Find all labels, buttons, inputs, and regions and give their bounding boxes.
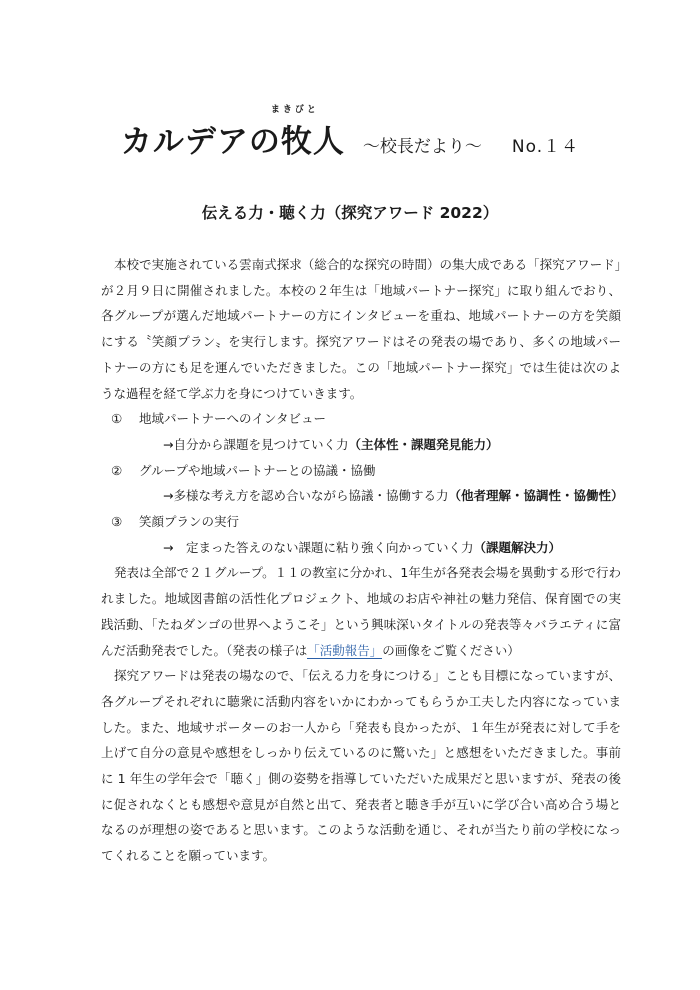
step-label: 地域パートナーへのインタビュー bbox=[139, 411, 327, 427]
ability-text: （課題解決力） bbox=[473, 539, 561, 555]
step-number: ② bbox=[111, 462, 123, 478]
note-after: の画像をご覧ください） bbox=[382, 642, 520, 658]
step-label: 笑顔プランの実行 bbox=[139, 514, 240, 530]
title-text: カルデアの牧人 bbox=[120, 124, 345, 160]
process-step-2 bbox=[101, 458, 621, 484]
process-result-1 bbox=[101, 432, 621, 458]
issue-number: No.１４ bbox=[511, 137, 580, 157]
process-step-3 bbox=[101, 509, 621, 535]
newsletter-header bbox=[0, 105, 700, 161]
note-before: （発表の様子は bbox=[226, 642, 308, 658]
activity-report-link[interactable]: 「活動報告」 bbox=[307, 642, 383, 658]
presentation-text: 発表は全部で２１グループ。１１の教室に分かれ、1年生が各発表会場を異動する形で行われました。地域図書館の活性化プロジェクト、地域のお店や神社の魅力発信、保育園での実践活動、「たねダンゴの世界へようこそ」という興味深いタイトルの発表等々バラエティに富んだ活動発表でした。 bbox=[101, 565, 621, 658]
presentation-paragraph bbox=[101, 560, 621, 663]
ability-text: （主体性・課題発見能力） bbox=[348, 436, 499, 452]
title-ruby: まきびと bbox=[270, 105, 319, 115]
newsletter-title bbox=[120, 105, 345, 161]
process-step-1 bbox=[101, 406, 621, 432]
result-text: → 定まった答えのない課題に粘り強く向かっていく力 bbox=[163, 539, 474, 555]
result-text: →多様な考え方を認め合いながら協議・協働する力 bbox=[163, 488, 449, 504]
ability-text: （他者理解・協調性・協働性） bbox=[448, 488, 624, 504]
step-label: グループや地域パートナーとの協議・協働 bbox=[139, 462, 376, 478]
article-body bbox=[101, 252, 624, 869]
result-text: →自分から課題を見つけていく力 bbox=[163, 436, 349, 452]
newsletter-subtitle: ～校長だより～ bbox=[362, 137, 482, 157]
step-number: ③ bbox=[111, 514, 123, 530]
process-result-2 bbox=[101, 483, 624, 509]
intro-paragraph: 本校で実施されている雲南式探求（総合的な探究の時間）の集大成である「探究アワード」が２月９日に開催されました。本校の２年生は「地域パートナー探究」に取り組んでおり、各グループが選んだ地域パートナーの方にインタビューを重ね、地域パートナーの方を笑顔にする〝笑顔プラン〟を実行します。探究アワードはその発表の場であり、多くの地域パートナーの方にも足を運んでいただきました。この「地域パートナー探究」では生徒は次のような過程を経て学ぶ力を身につけていきます。 bbox=[101, 257, 621, 401]
article-heading: 伝える力・聴く力（探究アワード 2022） bbox=[201, 204, 499, 222]
closing-paragraph: 探究アワードは発表の場なので、「伝える力を身につける」ことも目標になっていますが、各グループそれぞれに聴衆に活動内容をいかにわかってもらうか工夫した内容になっていました。また、地域サポーターのお一人から「発表も良かったが、１年生が発表に対して手を上げて自分の意見や感想をしっかり伝えているのに驚いた」と感想をいただきました。事前に 1 年生の学年会で「聴く」側の姿勢を指導していただいた成果だと思いますが、発表の後に促されなくとも感想や意見が自然と出て、発表者と聴き手が互いに学び合い高め合う場となるのが理想の姿であると思います。このような活動を通じ、それが当たり前の学校になってくれることを願っています。 bbox=[101, 668, 621, 864]
process-result-3 bbox=[101, 535, 621, 561]
step-number: ① bbox=[111, 411, 123, 427]
